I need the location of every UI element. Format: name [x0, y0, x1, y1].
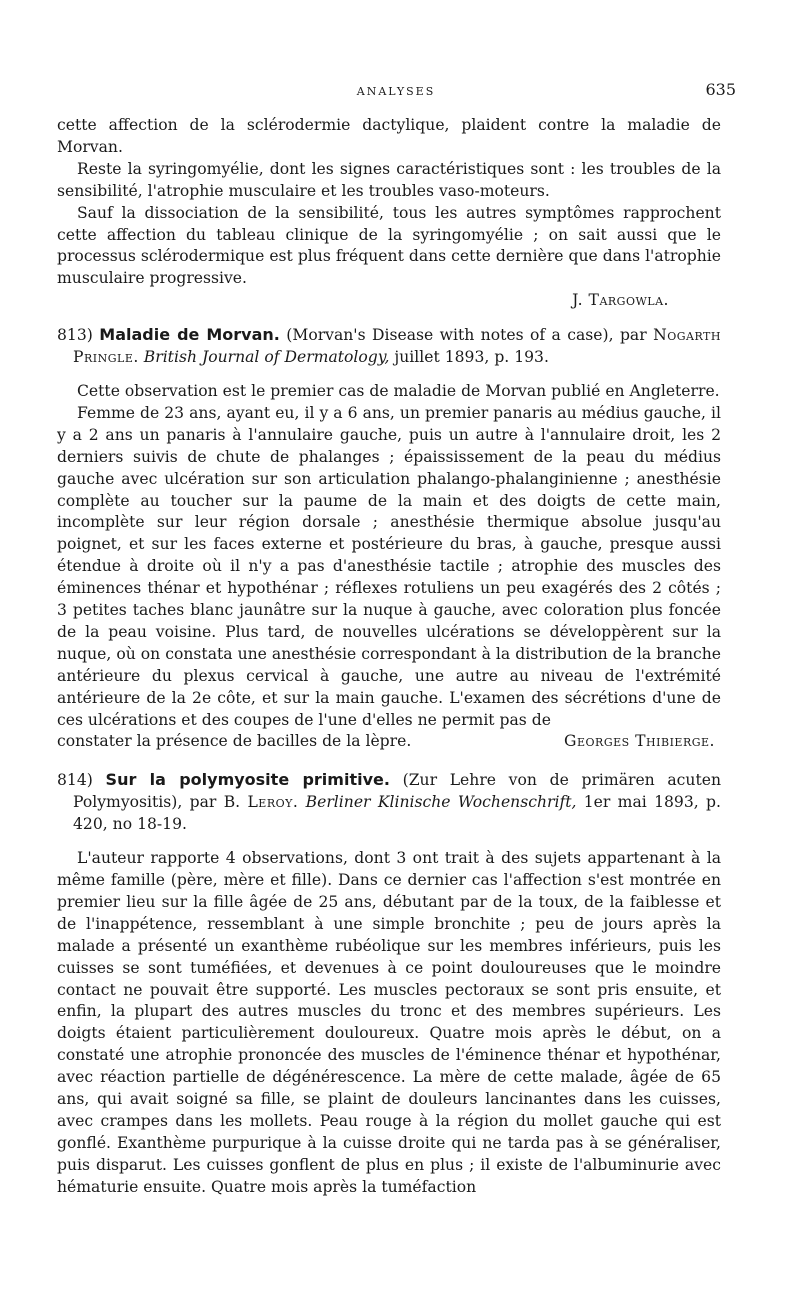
signature-thibierge: Georges Thibierge. [564, 732, 715, 751]
entry-814-subtitle: (Zur Lehre von de primären acuten Polymyositis), par B. [73, 771, 722, 812]
conclusion-paragraph: Sauf la dissociation de la sensibilité, tous les autres symptômes rapprochent cette affection du tableau clinique de la syringomyélie ; on sait aussi que le processus sclérodermique est plus fréquent dans cette dernière que dans l'atrophie musculaire progressive. [57, 203, 721, 288]
entry-814-number: 814) [57, 771, 93, 790]
entry-814-body: L'auteur rapporte 4 observations, dont 3 ont trait à des sujets appartenant à la même famille (père, mère et fille). Dans ce dernier cas l'affection s'est montrée en premier lieu sur la fille âgée de 25 ans, débutant par de la toux, de la faiblesse et de l'inappétence, ressemblant à une simple bronchite ; peu de jours après la malade a présenté un exanthème rubéolique sur les membres inférieurs, puis les cuisses se sont tuméfiées, et devenues à ce point douloureuses que le moindre contact ne pouvait être supporté. Les muscles pectoraux se sont pris ensuite, et enfin, la plupart des autres muscles du tronc et des membres supérieurs. Les doigts étaient particulièrement douloureux. Quatre mois après le début, on a constaté une atrophie prononcée des muscles de l'éminence thénar et hypothénar, avec réaction partielle de dégénérescence. La mère de cette malade, âgée de 65 ans, qui avait soigné sa fille, se plaint de douleurs lancinantes dans les cuisses, avec crampes dans les mollets. Peau rouge à la région du mollet gauche qui est gonflé. Exanthème purpurique à la cuisse droite qui ne tarda pas à se généraliser, puis disparut. Les cuisses gonflent de plus en plus ; il existe de l'albuminurie avec hématurie ensuite. Quatre mois après la tuméfaction [57, 849, 721, 1196]
signature-targowla: J. Targowla. [572, 291, 669, 310]
entry-813-date: juillet 1893, p. 193. [389, 348, 549, 367]
page-body [57, 115, 721, 1199]
signature-row [57, 290, 721, 312]
running-header [56, 80, 736, 102]
entry-813-journal: British Journal of Dermatology, [138, 348, 390, 367]
entry-813-author: Nogarth Pringle. [73, 326, 721, 367]
entry-814-journal: Berliner Klinische Wochenschrift, [298, 793, 577, 812]
entry-813-heading [57, 324, 721, 369]
entry-814-heading [57, 769, 721, 836]
syringomyelia-paragraph: Reste la syringomyélie, dont les signes caractéristiques sont : les troubles de la sensibilité, l'atrophie musculaire et les troubles vaso-moteurs. [57, 159, 721, 200]
continued-paragraph: cette affection de la sclérodermie dactylique, plaident contre la maladie de Morvan. [57, 116, 721, 156]
entry-814-author: Leroy. [247, 793, 299, 812]
entry-814-title: Sur la polymyosite primitive. [105, 770, 390, 790]
entry-813-number: 813) [57, 326, 93, 345]
entry-813-subtitle: (Morvan's Disease with notes of a case), par [279, 326, 654, 345]
entry-814-date: 1er mai 1893, p. 420, no 18-19. [73, 793, 721, 834]
running-title: ANALYSES [356, 85, 436, 98]
entry-813-title: Maladie de Morvan. [99, 325, 280, 345]
entry-813-last-line [57, 731, 721, 753]
page-number: 635 [705, 80, 736, 99]
entry-813-intro: Cette observation est le premier cas de maladie de Morvan publié en Angleterre. [77, 381, 720, 400]
entry-813-case-end: constater la présence de bacilles de la lèpre. [57, 732, 412, 751]
entry-813-case: Femme de 23 ans, ayant eu, il y a 6 ans, un premier panaris au médius gauche, il y a 2 ans un panaris à l'annulaire gauche, puis un autre à l'annulaire droit, les 2 derniers suivis de chute de phalanges ; épaississement de la peau du médius gauche avec ulcération sur son articulation phalango-phalanginienne ; anesthésie complète au toucher sur la paume de la main et des doigts de cette main, incomplète sur leur région dorsale ; anesthésie thermique absolue jusqu'au poignet, et sur les faces externe et postérieure du bras, à gauche, presque aussi étendue à droite où il n'y a pas d'anesthésie tactile ; atrophie des muscles des éminences thénar et hypothénar ; réflexes rotuliens un peu exagérés des 2 côtés ; 3 petites taches blanc jaunâtre sur la nuque à gauche, avec coloration plus foncée de la peau voisine. Plus tard, de nouvelles ulcérations se développèrent sur la nuque, où on constata une anesthésie correspondant à la distribution de la branche antérieure du plexus cervical à gauche, une autre au niveau de l'extrémité antérieure de la 2e côte, et sur la main gauche. L'examen des sécrétions d'une de ces ulcérations et des coupes de l'une d'elles ne permit pas de [57, 403, 721, 729]
